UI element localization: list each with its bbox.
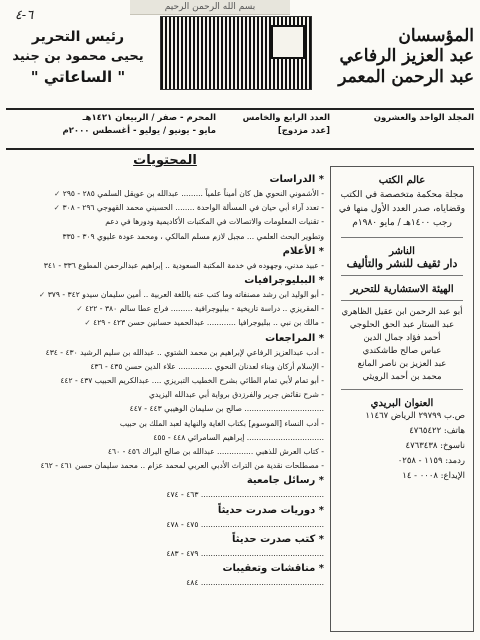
address-line: ص.ب ٢٩٧٩٩ الرياض ١١٤٦٧ [365,411,465,421]
founders-block [318,26,474,88]
section-title-biographies: * الأعلام [282,245,324,257]
toc-entry: - أبو تمام لأبي تمام الطائي بشرح الخطيب التبريزي .... عبدالكريم الحبيب ٤٣٧ - ٤٤٢ [60,376,324,386]
toc-entry: - عبيد مدني، وجهوده في خدمة المكتبة السعودية .. إبراهيم عبدالرحمن المطوع ٣٣٦ - ٣٤١ [43,260,324,270]
advisory-board-label: الهيئة الاستشارية للتحرير [350,284,454,295]
pen-icon [271,25,305,59]
divider [341,275,463,276]
toc-entry: - تقنيات المعلومات والاتصالات في المكتبات الأكاديمية ودورها في دعم [105,217,324,227]
divider [341,300,463,301]
founder-name-2: عبد الرحمن المعمر [338,67,474,87]
handwritten-page-number: ٦-٤ [14,8,34,23]
board-member: عباس صالح طاشكندي [362,346,442,356]
toc-entry: - أدب النساء [الموسوم] بكتاب الغاية والنهاية لعبد الملك بن حبيب [119,418,324,428]
volume-info [330,112,474,152]
toc-entry: ................................. صالح بن سليمان الوهيبي ٤٤٣ - ٤٤٧ [129,404,324,414]
toc-entry: وتطوير البحث العلمي ... مجبل لازم مسلم المالكي ، ومحمد عودة عليوي ٣٠٩ - ٣٣٥ [62,231,324,241]
toc-entry: ................................................... ٤٦٣ - ٤٧٤ [166,490,324,500]
magazine-description: مجلة محكمة متخصصة في الكتب وقضاياه، صدر العدد الأول منها في رجب ١٤٠٠هـ / مايو ١٩٨٠م [338,190,466,228]
editor-nickname: " الساعاتي " [30,68,126,86]
gregorian-date: مايو - يونيو / يوليو - أغسطس ٢٠٠٠م [62,126,216,136]
magazine-info-box [330,166,474,632]
toc-entry: ................................................... ٤٧٩ - ٤٨٣ [166,548,324,558]
contents-title: المحتويات [133,153,197,168]
section-title-theses: * رسائل جامعية [246,475,324,487]
postal-address-label: العنوان البريدي [370,398,434,409]
double-issue-text: [عدد مزدوج] [277,126,330,136]
issue-number-info [216,112,330,152]
section-title-reviews: * المراجعات [265,332,324,344]
divider [341,389,463,390]
magazine-logo [160,16,312,90]
publisher-label: الناشر [389,246,415,257]
address-line: ناسوخ: ٤٧٦٣٤٣٨ [405,441,465,451]
editor-name: يحيى محمود بن جنيد [12,49,144,64]
toc-entry: - الإسلام أركان وبناء لعدنان النحوي .............. علاء الدين حسن ٤٣٥ - ٤٣٦ [90,361,324,371]
founder-name-1: عبد العزيز الرفاعي [339,46,474,66]
section-title-studies: * الدراسات [269,174,324,185]
board-member: محمد بن أحمد الرويثي [362,372,442,382]
issue-text: العدد الرابع والخامس [242,113,330,123]
toc-entry: - مالك بن نبي .. ببليوجرافيا ............ عبدالحميد حسانين حسن ٤٢٣ - ٤٢٩ ✓ [6,316,324,330]
address-line: هاتف: ٤٧٦٥٤٢٢ [409,426,465,436]
board-member: عبد العزيز بن ناصر المانع [357,359,447,369]
address-line: الإيداع: ٠٠٠٨ - ١٤ [402,471,465,481]
header-divider-bottom [6,148,474,150]
board-member: أبو عبد الرحمن ابن عقيل الظاهري [341,307,463,317]
volume-text: المجلد الواحد والعشرون [373,113,474,123]
section-title-new-periodicals: * دوريات صدرت حديثاً [217,504,324,516]
section-title-discussions: * مناقشات وتعقيبات [222,563,324,575]
toc-entry: - كتاب العرش للذهبي ............... عبدالله بن صالح البراك ٤٥٦ - ٤٦٠ [107,447,324,457]
editor-label: رئيس التحرير [31,29,125,45]
table-of-contents [6,152,324,632]
editor-block [6,28,150,88]
board-member: أحمد فؤاد جمال الدين [363,333,441,343]
toc-entry: - تعدد آراء أبي حيان في المسألة الواحدة ........ الحسيني محمد القهوجي ٢٩٦ - ٣٠٨ ✓ [6,201,324,215]
header-divider-top [6,108,474,110]
toc-entry: - مصطلحات نقدية من التراث الأدبي العربي لمحمد عزام .. محمد سليمان حسن ٤٦١ - ٤٦٢ [40,461,324,471]
founders-label: المؤسسان [398,26,474,46]
toc-entry: ................................................... ٤٨٤ [186,578,324,588]
basmala-strip: بسم الله الرحمن الرحيم [130,0,290,15]
address-line: ردمد: ١١٥٩ - ٠٢٥٨ [397,456,465,466]
toc-entry: - شرح نقائض جرير والفرزدق برواية أبي عبدالله اليزيدي [148,390,324,400]
issue-date-info [50,112,216,152]
toc-entry: ................................................... ٤٧٥ - ٤٧٨ [166,519,324,529]
hijri-date: المحرم - صفر / الربيعان ١٤٢١هـ [82,113,216,123]
toc-entry: - أبو الوليد ابن رشد مصنفاته وما كتب عنه باللغة العربية .. أمين سليمان سيدو ٣٤٢ - ٣٧٩ ✓ [6,288,324,302]
toc-entry: ................................ إبراهيم السامرائي ٤٤٨ - ٤٥٥ [153,432,324,442]
divider [341,237,463,238]
section-title-bibliographies: * الببليوجرافيات [244,275,324,287]
publisher-name: دار ثقيف للنشر والتأليف [346,257,458,270]
toc-entry: - المقريزي .. دراسة تاريخية - ببليوجرافية ......... فراج عطا سالم ٣٨٠ - ٤٢٢ ✓ [6,302,324,316]
board-member: عبد الستار عبد الحق الحلوجي [349,320,455,330]
magazine-name: عالم الكتب [378,175,426,186]
toc-entry: - الأشموني النحوي هل كان أميناً علمياً ......... عبدالله بن عويقل السلمي ٢٨٥ - ٢٩٥ ✓ [6,187,324,201]
toc-entry: - أدب عبدالعزيز الرفاعي لإبراهيم بن محمد الشتوي .. عبدالله بن سليم الرشيد ٤٣٠ - ٤٣٤ [45,347,324,357]
section-title-new-books: * كتب صدرت حديثاً [232,533,324,545]
